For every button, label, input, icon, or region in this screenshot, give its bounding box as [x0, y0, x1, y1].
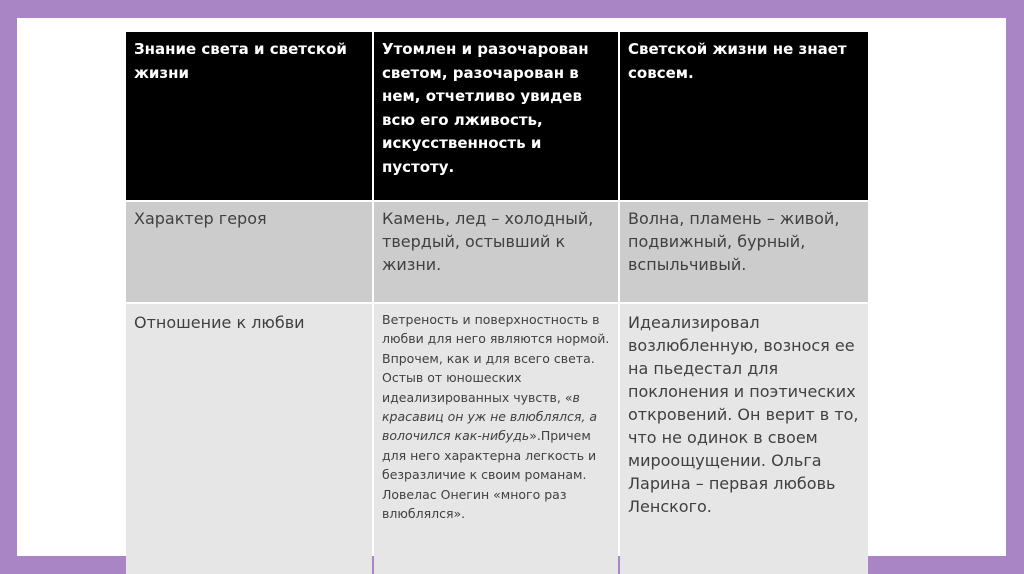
slide-frame-top — [0, 0, 1024, 18]
cell-love-lensky: Идеализировал возлюбленную, вознося ее на пьедестал для поклонения и поэтических откровений. Он верит в то, что не одинок в своем мироощущении. Ольга Ларина – первая любовь Ленского. — [620, 304, 868, 574]
cell-love-onegin — [374, 304, 618, 574]
comparison-table — [126, 32, 868, 574]
header-cell-lensky: Светской жизни не знает совсем. — [620, 32, 868, 200]
row-label-character: Характер героя — [126, 202, 372, 302]
header-cell-onegin: Утомлен и разочарован светом, разочарован в нем, отчетливо увидев всю его лживость, искусственность и пустоту. — [374, 32, 618, 200]
slide-frame-left — [0, 0, 17, 574]
row-label-love: Отношение к любви — [126, 304, 372, 574]
love-onegin-quote: в красавиц он уж не влюблялся, а волочился как-нибудь — [382, 389, 597, 444]
slide-frame-right — [1006, 0, 1024, 574]
header-cell-knowledge: Знание света и светской жизни — [126, 32, 372, 200]
cell-character-lensky: Волна, пламень – живой, подвижный, бурный, вспыльчивый. — [620, 202, 868, 302]
cell-character-onegin: Камень, лед – холодный, твердый, остывший к жизни. — [374, 202, 618, 302]
love-onegin-text-after: ».Причем для него характерна легкость и безразличие к своим романам. Ловелас Онегин «много раз влюблялся». — [382, 428, 597, 522]
love-onegin-text-before: Ветреность и поверхностность в любви для него являются нормой. Впрочем, как и для всего света. Остыв от юношеских идеализированных чувств, « — [382, 312, 610, 405]
